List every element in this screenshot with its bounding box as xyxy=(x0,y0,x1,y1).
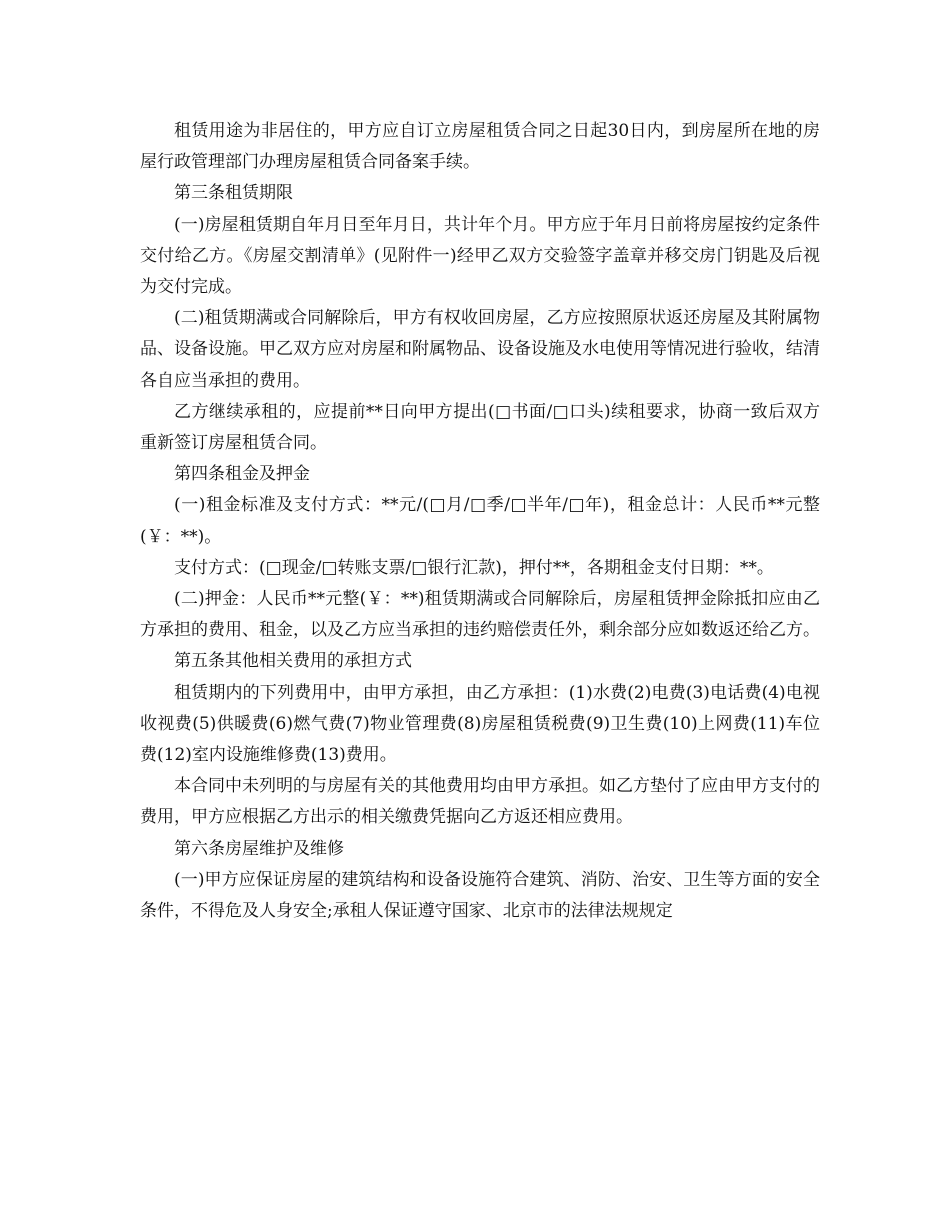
paragraph-filing-procedure: 租赁用途为非居住的，甲方应自订立房屋租赁合同之日起30日内，到房屋所在地的房屋行政管理部门办理房屋租赁合同备案手续。 xyxy=(140,121,820,173)
paragraph-lease-expiry: (二)租赁期满或合同解除后，甲方有权收回房屋，乙方应按照原状返还房屋及其附属物品、设备设施。甲乙双方应对房屋和附属物品、设备设施及水电使用等情况进行验收，结清各自应当承担的费用。 xyxy=(140,308,820,391)
paragraph-lease-period: (一)房屋租赁期自年月日至年月日，共计年个月。甲方应于年月日前将房屋按约定条件交付给乙方。《房屋交割清单》(见附件一)经甲乙双方交验签字盖章并移交房门钥匙及后视为交付完成。 xyxy=(140,214,820,298)
paragraph-deposit: (二)押金：人民币**元整(￥：**)租赁期满或合同解除后，房屋租赁押金除抵扣应由乙方承担的费用、租金，以及乙方应当承担的违约赔偿责任外，剩余部分应如数返还给乙方。 xyxy=(140,589,820,641)
heading-article-4-rent-deposit: 第四条租金及押金 xyxy=(174,464,310,485)
heading-article-3-lease-term: 第三条租赁期限 xyxy=(174,183,293,204)
document-body xyxy=(140,116,820,927)
paragraph-unlisted-fees: 本合同中未列明的与房屋有关的其他费用均由甲方承担。如乙方垫付了应由甲方支付的费用，甲方应根据乙方出示的相关缴费凭据向乙方返还相应费用。 xyxy=(140,776,820,828)
paragraph-fee-list: 租赁期内的下列费用中，由甲方承担，由乙方承担：(1)水费(2)电费(3)电话费(4)电视收视费(5)供暖费(6)燃气费(7)物业管理费(8)房屋租赁税费(9)卫生费(10)上网费(11)车位费(12)室内设施维修费(13)费用。 xyxy=(140,682,820,766)
paragraph-payment-method: 支付方式：(□现金/□转账支票/□银行汇款)，押付**，各期租金支付日期：**。 xyxy=(174,557,774,578)
paragraph-safety-conditions: (一)甲方应保证房屋的建筑结构和设备设施符合建筑、消防、治安、卫生等方面的安全条件，不得危及人身安全;承租人保证遵守国家、北京市的法律法规规定 xyxy=(140,869,820,922)
heading-article-5-other-fees: 第五条其他相关费用的承担方式 xyxy=(174,651,412,672)
heading-article-6-maintenance: 第六条房屋维护及维修 xyxy=(174,838,344,859)
paragraph-lease-renewal: 乙方继续承租的，应提前**日向甲方提出(□书面/□口头)续租要求，协商一致后双方重新签订房屋租赁合同。 xyxy=(140,401,820,454)
paragraph-rent-standard: (一)租金标准及支付方式：**元/(□月/□季/□半年/□年)，租金总计：人民币**元整(￥：**)。 xyxy=(140,495,820,547)
